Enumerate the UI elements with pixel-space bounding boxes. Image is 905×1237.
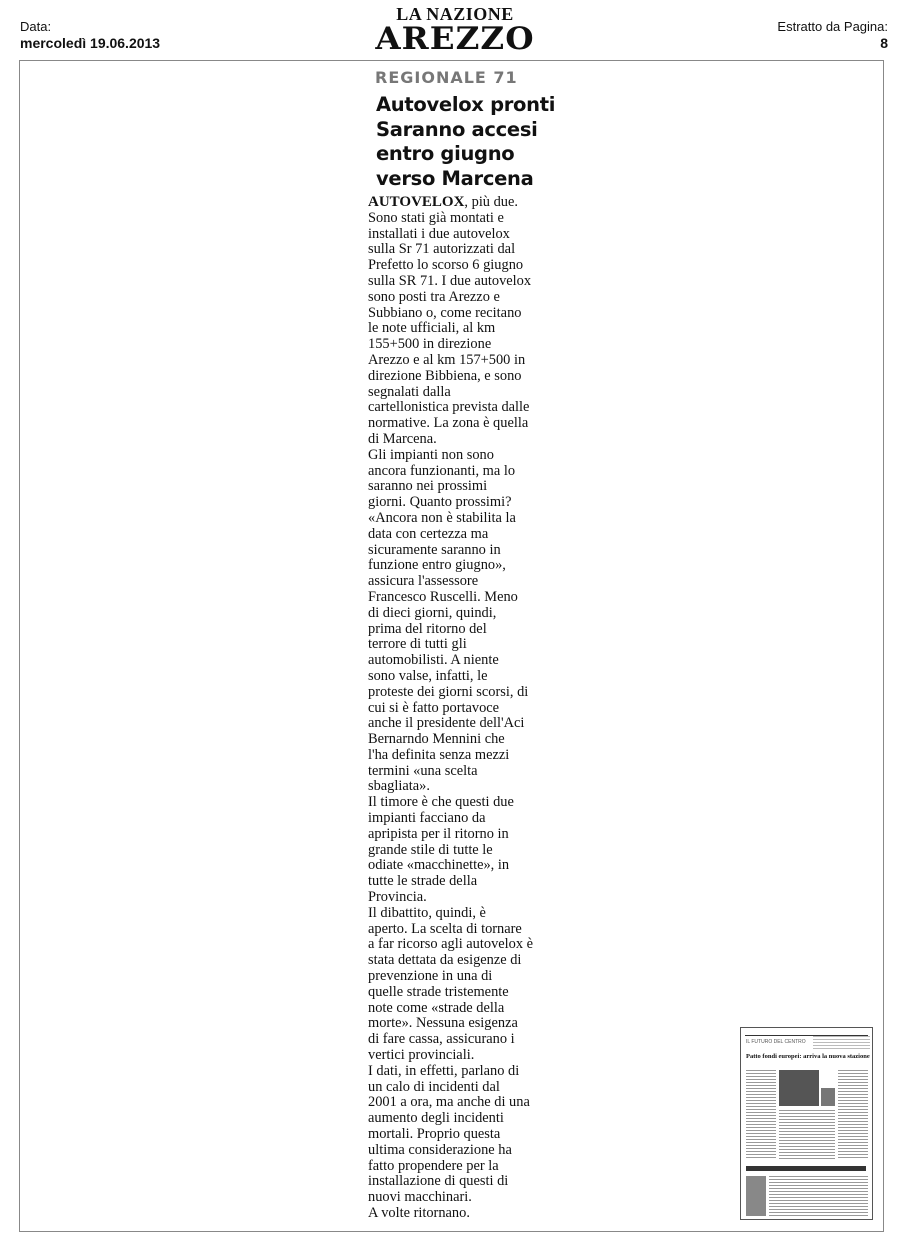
thumbnail-subheadline bbox=[746, 1166, 866, 1171]
body-line: terrore di tutti gli bbox=[368, 636, 467, 653]
body-line: segnalati dalla bbox=[368, 383, 451, 400]
body-line: cartellonistica prevista dalle bbox=[368, 399, 530, 416]
body-line: direzione Bibbiena, e sono bbox=[368, 367, 522, 384]
page-number: 8 bbox=[880, 35, 888, 51]
headline-line: entro giugno bbox=[376, 142, 515, 165]
body-line: mortali. Proprio questa bbox=[368, 1126, 501, 1143]
body-line: impianti facciano da bbox=[368, 810, 486, 827]
body-line: sbagliata». bbox=[368, 778, 430, 795]
body-line: sono valse, infatti, le bbox=[368, 667, 488, 684]
body-line: morte». Nessuna esigenza bbox=[368, 1015, 518, 1032]
body-line: assicura l'assessore bbox=[368, 573, 479, 590]
body-line: sono posti tra Arezzo e bbox=[368, 288, 500, 305]
thumbnail-text-block bbox=[769, 1176, 868, 1216]
body-line: prevenzione in una di bbox=[368, 968, 493, 985]
body-line: aumento degli incidenti bbox=[368, 1110, 504, 1127]
body-line: A volte ritornano. bbox=[368, 1205, 470, 1221]
masthead bbox=[370, 4, 540, 55]
thumbnail-text-block bbox=[838, 1070, 868, 1160]
body-line: giorni. Quanto prossimi? bbox=[368, 494, 512, 511]
thumbnail-text-block bbox=[779, 1110, 835, 1160]
body-line: nuovi macchinari. bbox=[368, 1189, 472, 1206]
body-line: Francesco Ruscelli. Meno bbox=[368, 588, 518, 605]
headline-line: Autovelox pronti bbox=[376, 93, 556, 116]
body-line: le note ufficiali, al km bbox=[368, 320, 496, 337]
newspaper-edition: AREZZO bbox=[375, 21, 535, 57]
body-line: anche il presidente dell'Aci bbox=[368, 715, 525, 732]
body-line: di fare cassa, assicurano i bbox=[368, 1031, 515, 1048]
body-line: 2001 a ora, ma anche di una bbox=[368, 1094, 530, 1111]
body-line: note come «strade della bbox=[368, 999, 505, 1016]
header-page-block bbox=[777, 18, 888, 52]
header-date-block bbox=[20, 18, 160, 52]
thumbnail-quote bbox=[813, 1036, 870, 1050]
body-line bbox=[368, 195, 568, 211]
thumbnail-text-block bbox=[746, 1070, 776, 1160]
page-thumbnail bbox=[740, 1027, 873, 1220]
body-line: sicuramente saranno in bbox=[368, 541, 501, 558]
headline-line: verso Marcena bbox=[376, 166, 534, 190]
body-line: normative. La zona è quella bbox=[368, 415, 529, 432]
body-line: Il timore è che questi due bbox=[368, 794, 514, 811]
body-line: apripista per il ritorno in bbox=[368, 825, 509, 842]
body-line: ancora funzionanti, ma lo bbox=[368, 462, 516, 479]
thumbnail-photo bbox=[746, 1176, 766, 1216]
extract-label: Estratto da Pagina: bbox=[777, 19, 888, 34]
body-line: di Marcena. bbox=[368, 430, 437, 447]
body-line: installazione di questi di bbox=[368, 1173, 509, 1190]
body-line: quelle strade tristemente bbox=[368, 983, 509, 1000]
section-label: REGIONALE 71 bbox=[375, 68, 518, 87]
body-line: aperto. La scelta di tornare bbox=[368, 920, 522, 937]
body-line: di dieci giorni, quindi, bbox=[368, 604, 497, 621]
body-line: sulla SR 71. I due autovelox bbox=[368, 272, 532, 289]
body-line: stata dettata da esigenze di bbox=[368, 952, 522, 969]
thumbnail-kicker: IL FUTURO DEL CENTRO bbox=[746, 1039, 806, 1045]
body-line: sulla Sr 71 autorizzati dal bbox=[368, 241, 516, 258]
body-line: l'ha definita senza mezzi bbox=[368, 746, 510, 763]
thumbnail-title: Patto fondi europei: arriva la nuova stazione bbox=[746, 1053, 870, 1060]
publication-date: mercoledì 19.06.2013 bbox=[20, 35, 161, 51]
body-line: termini «una scelta bbox=[368, 762, 478, 779]
body-line: ultima considerazione ha bbox=[368, 1141, 512, 1158]
body-line: automobilisti. A niente bbox=[368, 652, 499, 669]
thumbnail-photo bbox=[779, 1070, 819, 1106]
body-line: Il dibattito, quindi, è bbox=[368, 904, 486, 921]
body-line: «Ancora non è stabilita la bbox=[368, 509, 516, 526]
body-line: vertici provinciali. bbox=[368, 1047, 475, 1064]
body-line: Sono stati già montati e bbox=[368, 209, 504, 226]
body-line: a far ricorso agli autovelox è bbox=[368, 936, 534, 953]
lead-rest: , più due. bbox=[464, 194, 518, 210]
headline-line: Saranno accesi bbox=[376, 117, 538, 141]
body-line: 155+500 in direzione bbox=[368, 336, 492, 353]
body-line: funzione entro giugno», bbox=[368, 557, 506, 574]
body-line: installati i due autovelox bbox=[368, 225, 510, 242]
date-label: Data: bbox=[20, 19, 52, 34]
body-line: proteste dei giorni scorsi, di bbox=[368, 683, 529, 700]
body-line: Provincia. bbox=[368, 889, 427, 906]
body-line: grande stile di tutte le bbox=[368, 841, 493, 858]
body-line: Subbiano o, come recitano bbox=[368, 304, 522, 321]
body-line: fatto propendere per la bbox=[368, 1157, 499, 1174]
body-line: Arezzo e al km 157+500 in bbox=[368, 351, 526, 368]
newspaper-name: LA NAZIONE bbox=[396, 4, 514, 24]
body-line: odiate «macchinette», in bbox=[368, 857, 510, 874]
lead-word: AUTOVELOX bbox=[368, 194, 465, 210]
body-line: Gli impianti non sono bbox=[368, 446, 494, 463]
article-headline bbox=[376, 93, 576, 191]
body-line: Prefetto lo scorso 6 giugno bbox=[368, 257, 524, 274]
body-line: Bernarndo Mennini che bbox=[368, 731, 505, 748]
body-line: I dati, in effetti, parlano di bbox=[368, 1062, 520, 1079]
body-line: un calo di incidenti dal bbox=[368, 1078, 500, 1095]
body-line: prima del ritorno del bbox=[368, 620, 487, 637]
body-line: saranno nei prossimi bbox=[368, 478, 488, 495]
article-body bbox=[368, 195, 568, 1222]
thumbnail-photo bbox=[821, 1088, 835, 1106]
body-line: cui si è fatto portavoce bbox=[368, 699, 500, 716]
body-line: tutte le strade della bbox=[368, 873, 478, 890]
body-line: data con certezza ma bbox=[368, 525, 489, 542]
